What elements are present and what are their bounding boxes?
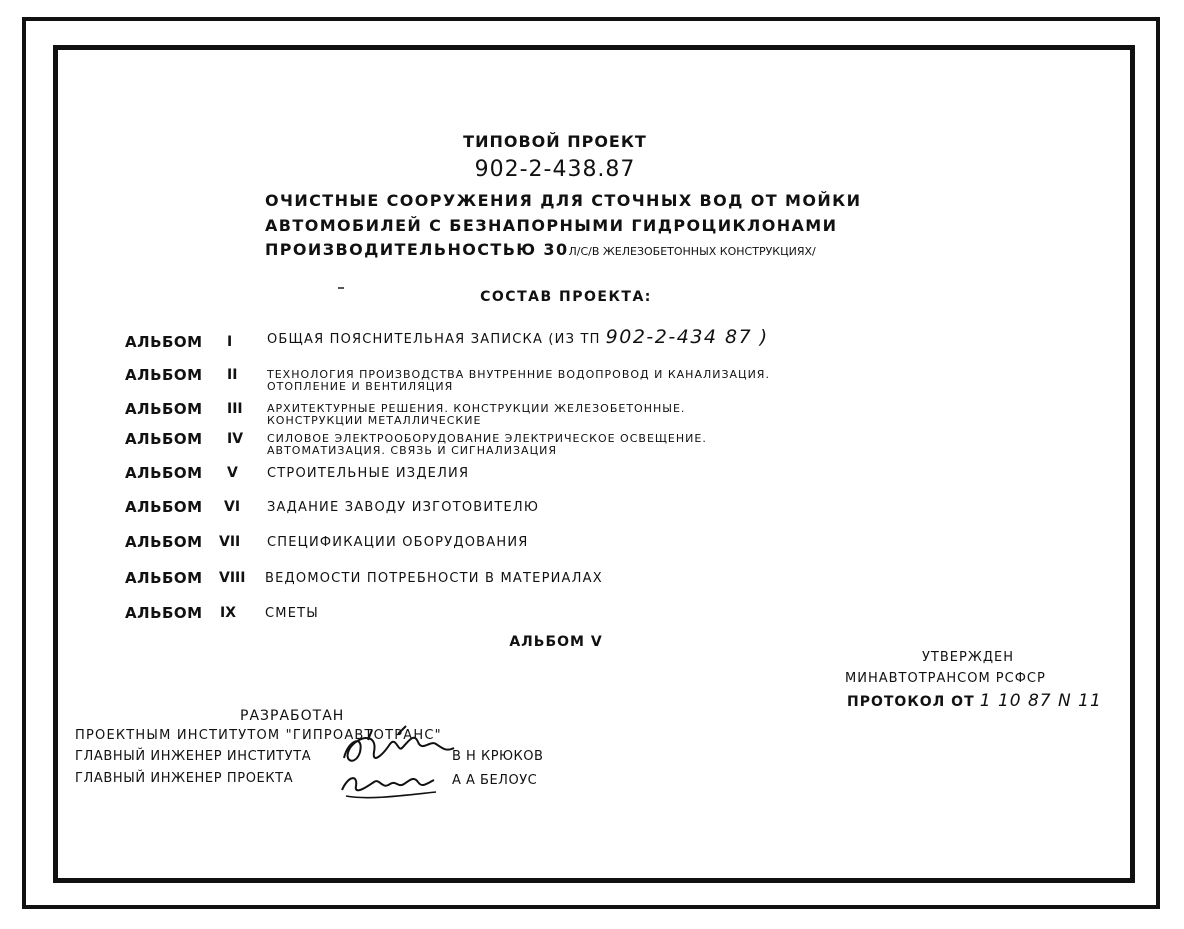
album-description-line-2: КОНСТРУКЦИИ МЕТАЛЛИЧЕСКИЕ [267, 414, 482, 427]
album-description [267, 328, 769, 347]
title-line-3-main: ПРОИЗВОДИТЕЛЬНОСТЬЮ 30 [265, 240, 569, 259]
album-number: VI [224, 499, 241, 515]
composition-heading: СОСТАВ ПРОЕКТА: [480, 289, 652, 305]
project-type: ТИПОВОЙ ПРОЕКТ [463, 132, 647, 151]
approval-authority: МИНАВТОТРАНСОМ РСФСР [845, 671, 1046, 686]
chief-engineer-project-name: А А БЕЛОУС [452, 773, 538, 788]
current-album: АЛЬБОМ V [509, 634, 603, 650]
album-label: АЛЬБОМ [125, 533, 203, 551]
developer-heading: РАЗРАБОТАН [240, 708, 345, 724]
stray-mark [338, 287, 344, 289]
album-description-line-1: СИЛОВОЕ ЭЛЕКТРООБОРУДОВАНИЕ ЭЛЕКТРИЧЕСКОЕ ОСВЕЩЕНИЕ. [267, 432, 707, 445]
album-label: АЛЬБОМ [125, 464, 203, 482]
album-number: IV [227, 431, 244, 447]
album-description-line-1: ЗАДАНИЕ ЗАВОДУ ИЗГОТОВИТЕЛЮ [267, 500, 540, 515]
album-description-line-1: АРХИТЕКТУРНЫЕ РЕШЕНИЯ. КОНСТРУКЦИИ ЖЕЛЕЗОБЕТОННЫЕ. [267, 402, 686, 415]
title-line-3 [265, 242, 816, 258]
album-label: АЛЬБОМ [125, 333, 203, 351]
album-number: III [227, 401, 243, 417]
album-label: АЛЬБОМ [125, 366, 203, 384]
album-number: IX [220, 605, 237, 621]
album-description-line-1: СПЕЦИФИКАЦИИ ОБОРУДОВАНИЯ [267, 535, 529, 550]
album-description-line-1: ВЕДОМОСТИ ПОТРЕБНОСТИ В МАТЕРИАЛАХ [265, 571, 603, 586]
album-label: АЛЬБОМ [125, 400, 203, 418]
approval-label: УТВЕРЖДЕН [922, 650, 1014, 665]
signature-chief-engineer-institute [338, 722, 458, 770]
album-number: I [227, 334, 233, 350]
approval-protocol [847, 693, 1102, 710]
album-description-line-1: ТЕХНОЛОГИЯ ПРОИЗВОДСТВА ВНУТРЕННИЕ ВОДОПРОВОД И КАНАЛИЗАЦИЯ. [267, 368, 770, 381]
album-label: АЛЬБОМ [125, 498, 203, 516]
title-line-3-unit: Л/С/В ЖЕЛЕЗОБЕТОННЫХ КОНСТРУКЦИЯХ/ [568, 245, 816, 258]
album-label: АЛЬБОМ [125, 569, 203, 587]
chief-engineer-institute-role: ГЛАВНЫЙ ИНЖЕНЕР ИНСТИТУТА [75, 749, 312, 764]
album-description-line-2: ОТОПЛЕНИЕ И ВЕНТИЛЯЦИЯ [267, 380, 454, 393]
approval-protocol-label: ПРОТОКОЛ ОТ [847, 694, 975, 710]
album-label: АЛЬБОМ [125, 430, 203, 448]
title-line-2: АВТОМОБИЛЕЙ С БЕЗНАПОРНЫМИ ГИДРОЦИКЛОНАМИ [265, 216, 838, 235]
approval-protocol-handwritten: 1 10 87 N 11 [979, 691, 1102, 711]
album-description-line-2: АВТОМАТИЗАЦИЯ. СВЯЗЬ И СИГНАЛИЗАЦИЯ [267, 444, 557, 457]
album-label: АЛЬБОМ [125, 604, 203, 622]
album-number: VII [219, 534, 241, 550]
album-number: VIII [219, 570, 246, 586]
handwritten-reference: 902-2-434 87 ) [605, 326, 769, 348]
album-description-line-1: ОБЩАЯ ПОЯСНИТЕЛЬНАЯ ЗАПИСКА (ИЗ ТП [267, 332, 601, 347]
album-number: V [227, 465, 238, 481]
project-number: 902-2-438.87 [474, 157, 636, 182]
chief-engineer-institute-name: В Н КРЮКОВ [452, 749, 544, 764]
chief-engineer-project-role: ГЛАВНЫЙ ИНЖЕНЕР ПРОЕКТА [75, 771, 294, 786]
signature-chief-engineer-project [338, 766, 442, 802]
album-description-line-1: СТРОИТЕЛЬНЫЕ ИЗДЕЛИЯ [267, 466, 470, 481]
album-number: II [227, 367, 238, 383]
album-description-line-1: СМЕТЫ [265, 606, 319, 621]
developer-institute: ПРОЕКТНЫМ ИНСТИТУТОМ "ГИПРОАВТОТРАНС" [75, 728, 442, 743]
title-line-1: ОЧИСТНЫЕ СООРУЖЕНИЯ ДЛЯ СТОЧНЫХ ВОД ОТ МОЙКИ [265, 191, 862, 210]
